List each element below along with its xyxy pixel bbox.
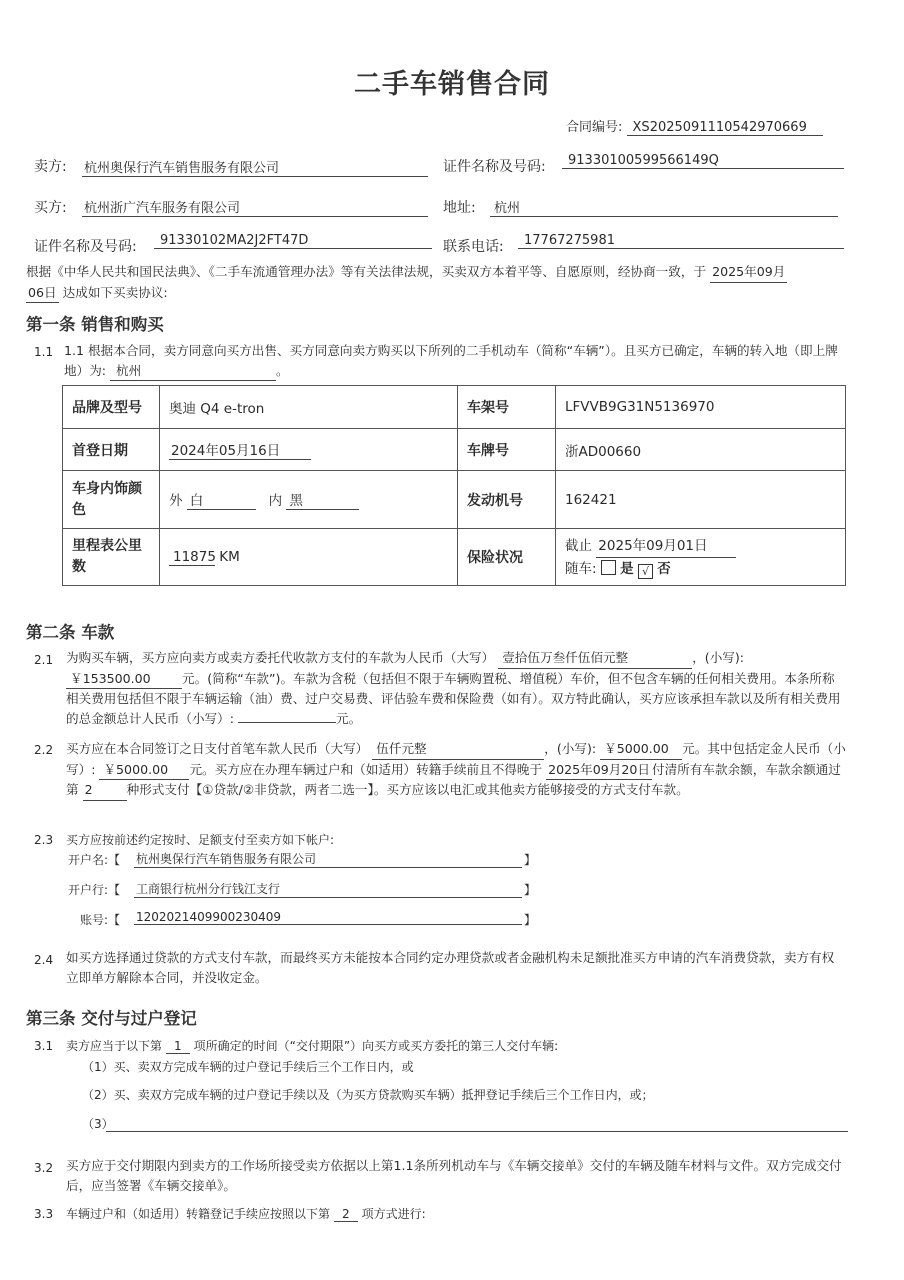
plate-value: 浙AD00660 — [556, 429, 846, 471]
seller-name: 杭州奥保行汽车销售服务有限公司 — [82, 157, 428, 177]
mileage-value: 11875 — [169, 549, 215, 566]
vin-label: 车架号 — [458, 386, 556, 429]
price-lower: ￥153500.00 — [66, 669, 182, 690]
clause-2-4-text: 如买方选择通过贷款的方式支付车款，而最终买方未能按本合同约定办理贷款或者金融机构未足额批准买方申请的汽车消费贷款，卖方有权立即单方解除本合同，并没收定金。 — [66, 950, 835, 985]
buyer-addr-label: 地址: — [443, 200, 476, 216]
article-2-heading: 第二条 车款 — [26, 623, 115, 642]
with-car-label: 随车: — [565, 560, 597, 577]
mileage-label: 里程表公里数 — [63, 529, 160, 586]
c22-e: 付清所有车款余额，车款余额通过第 — [66, 761, 841, 797]
delivery-option-2: （2）买、卖双方完成车辆的过户登记手续以及（为买方贷款购买车辆）抵押登记手续后三个工作日内，或； — [82, 1088, 654, 1102]
intro-suffix: 达成如下买卖协议: — [62, 284, 168, 300]
first-reg-value: 2024年05月16日 — [169, 439, 311, 460]
bank-name: 工商银行杭州分行钱江支行 — [134, 880, 522, 898]
price-upper: 壹拾伍万叁仟伍佰元整 — [498, 648, 692, 669]
first-reg-cell — [160, 429, 458, 471]
account-no-close: 】 — [524, 913, 537, 927]
table-row — [63, 429, 846, 471]
buyer-id-value: 91330102MA2J2FT47D — [154, 233, 432, 249]
buyer-phone-value: 17767275981 — [518, 233, 844, 249]
plate-label: 车牌号 — [458, 429, 556, 471]
interior-color: 黑 — [286, 489, 359, 510]
insurance-prefix: 截止 — [565, 537, 592, 554]
first-pay-lower: ￥5000.00 — [600, 739, 682, 760]
c33-a: 车辆过户和（如适用）转籍登记手续应按照以下第 — [66, 1207, 331, 1221]
clause-2-1-text — [66, 648, 846, 728]
c21-b: ，(小写): — [692, 650, 745, 665]
insurance-label: 保险状况 — [458, 529, 556, 586]
table-row — [63, 529, 846, 586]
clause-3-1-text — [66, 1037, 558, 1054]
c22-c: 元。其中包括定金人民币（小写）: — [66, 741, 846, 777]
account-name-close: 】 — [524, 853, 537, 867]
delivery-item: 1 — [166, 1039, 190, 1054]
first-reg-label: 首登日期 — [63, 429, 160, 471]
account-no-label: 账号:【 — [80, 913, 121, 927]
no-label: 否 — [657, 560, 671, 577]
seller-id-label: 证件名称及号码: — [443, 159, 546, 175]
c31-a: 卖方应当于以下第 — [66, 1039, 163, 1053]
payoff-deadline: 2025年09月20日 — [546, 760, 652, 781]
registration-place: 杭州 — [110, 361, 276, 382]
bank-label: 开户行:【 — [68, 883, 121, 897]
delivery-option-1: （1）买、卖双方完成车辆的过户登记手续后三个工作日内，或 — [82, 1060, 414, 1074]
buyer-name: 杭州浙广汽车服务有限公司 — [82, 197, 428, 217]
exterior-color: 白 — [187, 489, 256, 510]
account-no: 1202021409900230409 — [134, 910, 522, 925]
delivery-option-3: （3） — [82, 1117, 114, 1131]
buyer-label: 买方: — [34, 200, 67, 216]
c22-a: 买方应在本合同签订之日支付首笔车款人民币（大写） — [66, 741, 369, 756]
total-blank — [238, 722, 336, 723]
c22-d: 元。买方应在办理车辆过户和（如适用）转籍手续前且不得晚于 — [189, 761, 543, 777]
clause-2-3-text: 买方应按前述约定按时、足额支付至卖方如下帐户: — [66, 833, 335, 847]
contract-title: 二手车销售合同 — [354, 69, 550, 100]
seller-id-value: 91330100599566149Q — [562, 153, 844, 169]
transfer-item: 2 — [334, 1207, 358, 1222]
brand-value: 奥迪 Q4 e-tron — [160, 386, 458, 429]
intro-date-2: 06日 — [26, 283, 59, 304]
clause-3-2-num: 3.2 — [34, 1161, 54, 1175]
deposit-value: ￥5000.00 — [99, 760, 189, 781]
intro-date-1: 2025年09月 — [710, 262, 787, 283]
mileage-unit: KM — [219, 548, 240, 565]
vehicle-table — [62, 385, 846, 586]
insurance-date: 2025年09月01日 — [596, 535, 736, 558]
c31-b: 项所确定的时间（“交付期限”）向买方或买方委托的第三人交付车辆: — [193, 1039, 559, 1053]
c22-f: 种形式支付【①贷款/②非贷款，两者二选一】。买方应该以电汇或其他卖方能够接受的方式支付车款。 — [126, 782, 689, 797]
clause-2-4-num: 2.4 — [34, 953, 54, 967]
intro-text: 根据《中华人民共和国民法典》、《二手车流通管理办法》等有关法律法规，买卖双方本着平等、自愿原则，经协商一致，于 — [26, 264, 707, 279]
clause-1-1-text — [64, 341, 848, 381]
option-3-blank — [106, 1131, 848, 1132]
seller-label: 卖方: — [34, 159, 67, 175]
color-label: 车身内饰颜色 — [63, 471, 160, 529]
engine-label: 发动机号 — [458, 471, 556, 529]
clause-2-2-num: 2.2 — [34, 743, 54, 757]
interior-prefix: 内 — [268, 493, 283, 509]
clause-3-3-text — [66, 1205, 426, 1222]
payment-method: 2 — [83, 780, 127, 801]
buyer-phone-label: 联系电话: — [443, 239, 504, 255]
clause-2-2-text — [66, 739, 846, 801]
contract-no-row — [566, 116, 823, 136]
table-row — [63, 386, 846, 429]
intro-paragraph — [26, 262, 846, 303]
exterior-prefix: 外 — [169, 493, 183, 509]
checkbox-yes[interactable] — [601, 560, 616, 575]
first-pay-upper: 伍仟元整 — [372, 739, 544, 760]
contract-no-label: 合同编号: — [566, 120, 623, 135]
clause-3-3-num: 3.3 — [34, 1207, 54, 1221]
clause-1-1-body: 1.1 根据本合同，卖方同意向买方出售、买方同意向卖方购买以下所列的二手机动车（简称“车辆”）。且买方已确定，车辆的转入地（即上牌地）为: — [64, 343, 838, 378]
c21-d: 元。 — [335, 710, 362, 726]
bank-close: 】 — [524, 883, 537, 897]
clause-3-2-text: 买方应于交付期限内到卖方的工作场所接受卖方依据以上第1.1条所列机动车与《车辆交接单》交付的车辆及随车材料与文件。双方完成交付后，应当签署《车辆交接单》。 — [66, 1158, 842, 1193]
clause-3-1-num: 3.1 — [34, 1039, 54, 1053]
engine-value: 162421 — [556, 471, 846, 529]
clause-1-1-num: 1.1 — [34, 345, 54, 359]
c33-b: 项方式进行: — [361, 1207, 426, 1221]
color-cell — [160, 471, 458, 529]
c21-a: 为购买车辆，买方应向卖方或卖方委托代收款方支付的车款为人民币（大写） — [66, 650, 495, 665]
contract-no-value: XS2025091110542970669 — [627, 120, 823, 136]
clause-2-3-num: 2.3 — [34, 833, 54, 847]
yes-label: 是 — [620, 560, 634, 577]
vin-value: LFVVB9G31N5136970 — [556, 386, 846, 429]
clause-2-1-num: 2.1 — [34, 653, 54, 667]
buyer-id-label: 证件名称及号码: — [34, 239, 137, 255]
mileage-cell — [160, 529, 458, 586]
buyer-addr-value: 杭州 — [490, 197, 838, 217]
brand-label: 品牌及型号 — [63, 386, 160, 429]
account-name-label: 开户名:【 — [68, 853, 121, 867]
article-1-heading: 第一条 销售和购买 — [26, 315, 164, 334]
account-name: 杭州奥保行汽车销售服务有限公司 — [134, 850, 522, 868]
insurance-cell — [556, 529, 846, 586]
table-row — [63, 471, 846, 529]
period: 。 — [276, 362, 289, 378]
article-3-heading: 第三条 交付与过户登记 — [26, 1009, 197, 1028]
checkbox-no[interactable]: √ — [638, 564, 653, 579]
c21-c: 元。(简称“车款”)。车款为含税（包括但不限于车辆购置税、增值税）车价，但不包含车辆的任何相关费用。本条所称相关费用包括但不限于车辆运输（油）费、过户交易费、评估验车费和保险费（如有）。双方特此确认，买方应该承担车款以及所有相关费用的总金额总计人民币（小写）: — [66, 670, 841, 726]
c22-b: ，(小写): — [544, 741, 597, 756]
